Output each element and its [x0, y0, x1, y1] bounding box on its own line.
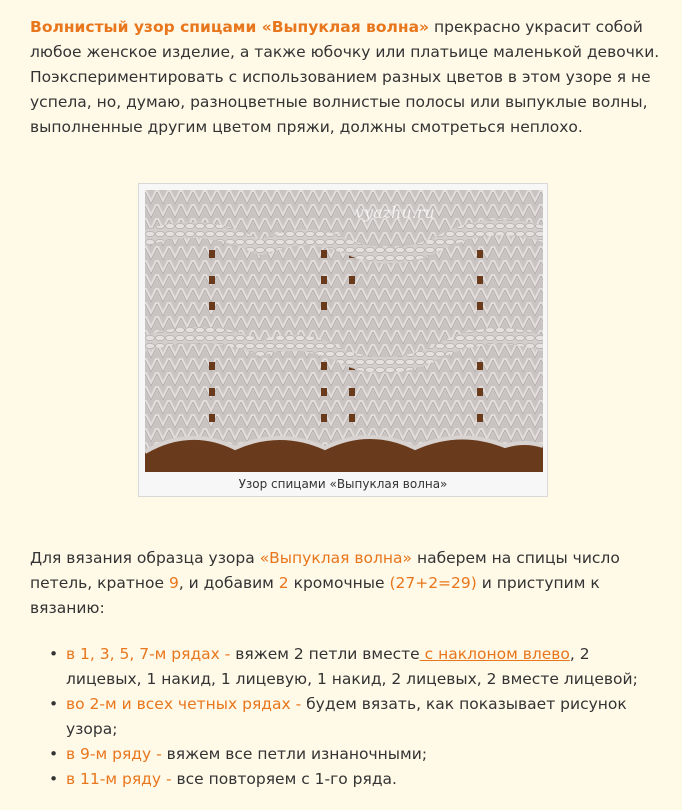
- knitted-pattern-photo: [145, 190, 543, 472]
- instructions-paragraph: [30, 546, 662, 621]
- row-label: во 2-м и всех четных рядах -: [66, 695, 302, 713]
- list-item: [49, 767, 662, 792]
- bullet-icon: •: [49, 745, 59, 763]
- intro-text: прекрасно украсит собой любое женское изделие, а также юбочку или платьице маленькой девочки. Поэкспериментировать с использованием разных цветов в этом узоре я не успела, но, думаю, разноцветные волнистые полосы или выпуклые волны, выполненные другим цветом пряжи, должны смотреться неплохо.: [30, 18, 660, 136]
- row-label: в 11-м ряду -: [66, 770, 172, 788]
- bullet-icon: •: [49, 770, 59, 788]
- text-segment: Для вязания образца узора: [30, 549, 260, 567]
- stitch-multiple: 9: [168, 574, 179, 592]
- intro-paragraph: [30, 15, 662, 140]
- row-instructions-list: [30, 642, 662, 792]
- row-label: в 1, 3, 5, 7-м рядах -: [66, 645, 231, 663]
- row-text: будем вязать, как показывает рисунок узора;: [66, 695, 627, 738]
- row-text: вяжем 2 петли вместе: [230, 645, 420, 663]
- text-segment: наберем на спицы число петель, кратное: [30, 549, 620, 592]
- row-label: в 9-м ряду -: [66, 745, 162, 763]
- bullet-icon: •: [49, 695, 59, 713]
- text-segment: , и добавим: [178, 574, 279, 592]
- edge-stitch-count: 2: [278, 574, 289, 592]
- bullet-icon: •: [49, 645, 59, 663]
- row-text: вяжем все петли изнаночными;: [161, 745, 428, 763]
- list-item: [49, 742, 662, 767]
- row-text: , 2 лицевых, 1 накид, 1 лицевую, 1 накид, 2 лицевых, 2 вместе лицевой;: [66, 645, 638, 688]
- list-item: [49, 692, 662, 742]
- list-item: [49, 642, 662, 692]
- text-segment: кромочные: [288, 574, 390, 592]
- watermark: vyazhu.ru: [355, 203, 435, 222]
- row-text: все повторяем с 1-го ряда.: [171, 770, 397, 788]
- intro-title: Волнистый узор спицами «Выпуклая волна»: [30, 18, 430, 36]
- text-segment: и приступим к вязанию:: [30, 574, 600, 617]
- stitch-formula: (27+2=29): [389, 574, 477, 592]
- figure-caption: Узор спицами «Выпуклая волна»: [238, 477, 448, 491]
- pattern-name: «Выпуклая волна»: [259, 549, 413, 567]
- pattern-figure: [138, 183, 548, 497]
- left-slant-link[interactable]: с наклоном влево: [419, 645, 570, 663]
